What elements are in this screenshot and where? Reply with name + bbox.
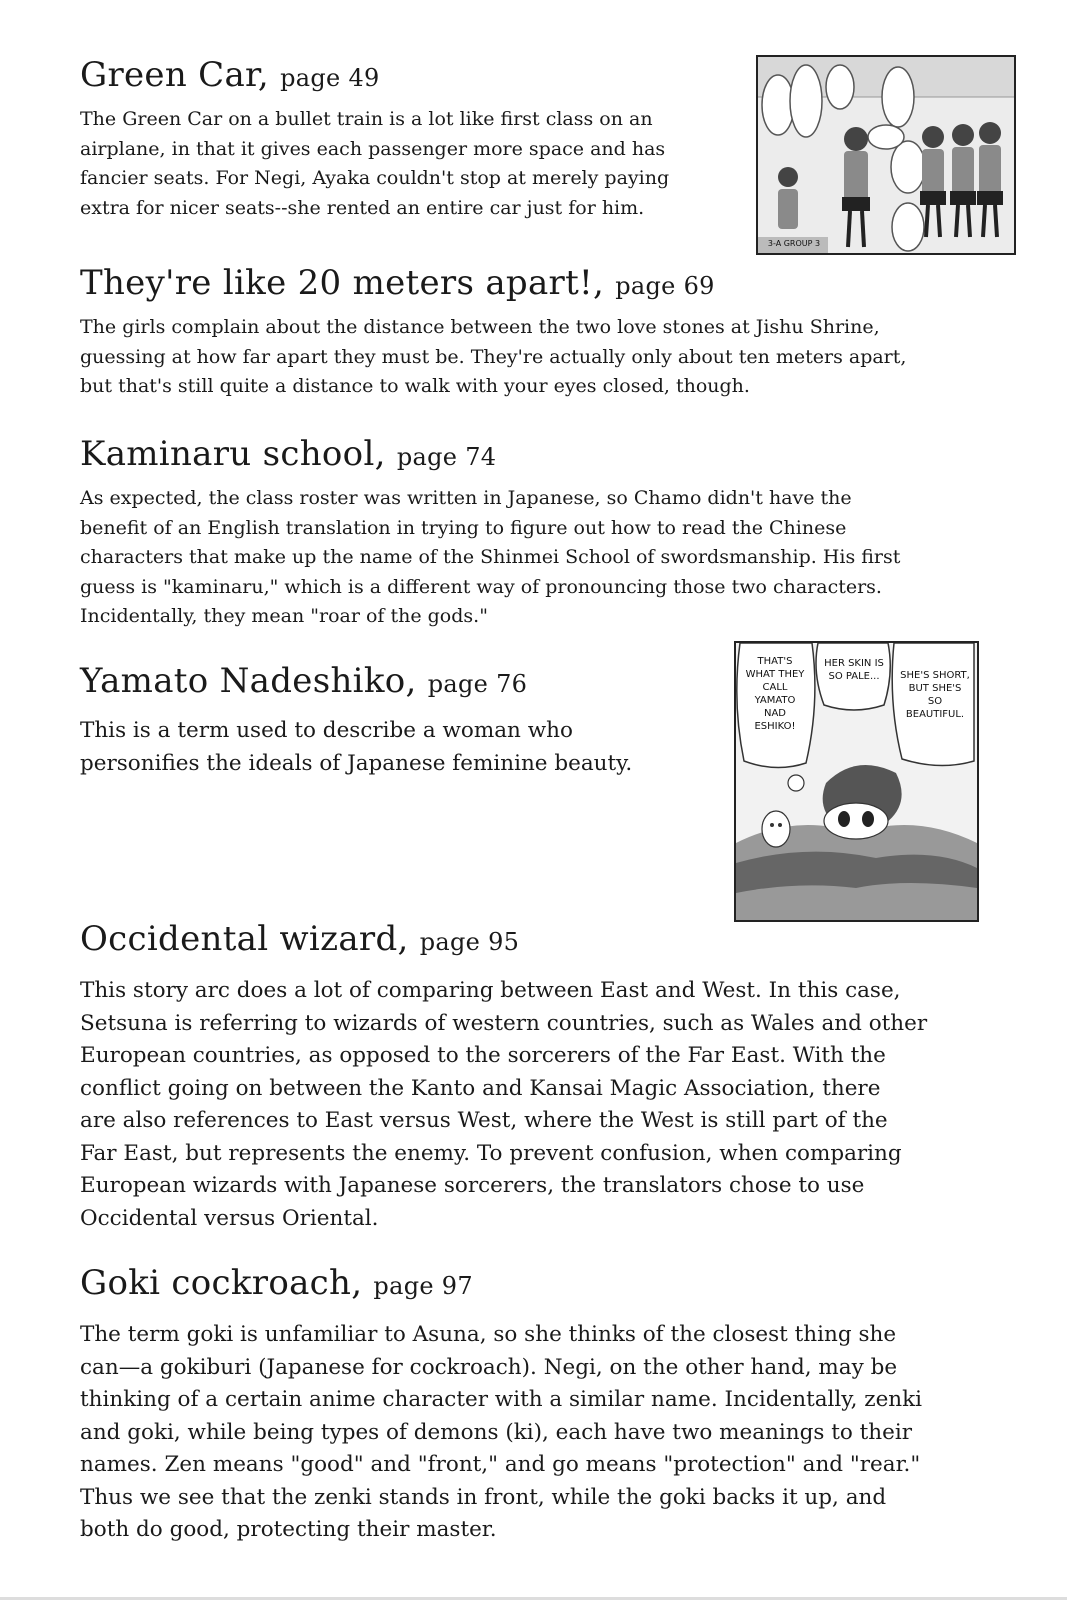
speech-bubble-2: HER SKIN IS SO PALE... (824, 658, 884, 682)
note-kaminaru-school (80, 433, 900, 632)
note-yamato-nadeshiko (80, 660, 632, 780)
note-body: The term goki is unfamiliar to Asuna, so she thinks of the closest thing she can—a gokiburi (Japanese for cockroach). Negi, on the other hand, may be thinking of a certain anime character with a similar name. Incidentally, zenki and goki, while being types of demons (ki), each have two meanings to their names. Zen means "good" and "front," and go means "protection" and "rear." Thus we see that the zenki stands in front, while the goki backs it up, and both do good, protecting their master. (80, 1322, 923, 1542)
note-body: This is a term used to describe a woman who personifies the ideals of Japanese feminine beauty. (80, 718, 633, 776)
note-body: As expected, the class roster was written in Japanese, so Chamo didn't have the benefit of an English translation in trying to figure out how to read the Chinese characters that make up the name of the Shinmei School of swordsmanship. His first guess is "kaminaru," which is a different way of pronouncing those two characters. Incidentally, they mean "roar of the gods." (80, 487, 901, 627)
note-title: Kaminaru school, page 74 (80, 434, 497, 474)
note-title: They're like 20 meters apart!, page 69 (80, 263, 715, 303)
note-green-car (80, 54, 669, 223)
note-body: The girls complain about the distance between the two love stones at Jishu Shrine, guessing at how far apart they must be. They're actually only about ten meters apart, but that's still quite a distance to walk with your eyes closed, though. (80, 316, 907, 397)
note-body: This story arc does a lot of comparing between East and West. In this case, Setsuna is referring to wizards of western countries, such as Wales and other European countries, as opposed to the sorcerers of the Far East. With the conflict going on between the Kanto and Kansai Magic Association, there are also references to East versus West, where the West is still part of the Far East, but represents the enemy. To prevent confusion, when comparing European wizards with Japanese sorcerers, the translators chose to use Occidental versus Oriental. (80, 978, 928, 1231)
panel-caption: 3-A GROUP 3 (767, 239, 821, 248)
note-title: Occidental wizard, page 95 (80, 919, 520, 959)
note-body: The Green Car on a bullet train is a lot like first class on an airplane, in that it gives each passenger more space and has fancier seats. For Negi, Ayaka couldn't stop at merely paying extra for nicer seats--she rented an entire car just for him. (80, 108, 670, 219)
note-title: Goki cockroach, page 97 (80, 1263, 473, 1303)
manga-panel-green-car (756, 55, 1016, 255)
note-occidental-wizard (80, 918, 927, 1235)
note-goki-cockroach (80, 1262, 922, 1547)
note-20-meters (80, 262, 906, 402)
note-title: Yamato Nadeshiko, page 76 (80, 661, 528, 701)
manga-panel-nadeshiko (734, 641, 979, 922)
note-title: Green Car, page 49 (80, 55, 380, 95)
speech-bubble-1: THAT'S WHAT THEY CALL YAMATO NAD ESHIKO! (745, 656, 805, 732)
manga-illustration (758, 57, 1014, 253)
speech-bubble-3: SHE'S SHORT, BUT SHE'S SO BEAUTIFUL. (900, 670, 970, 720)
